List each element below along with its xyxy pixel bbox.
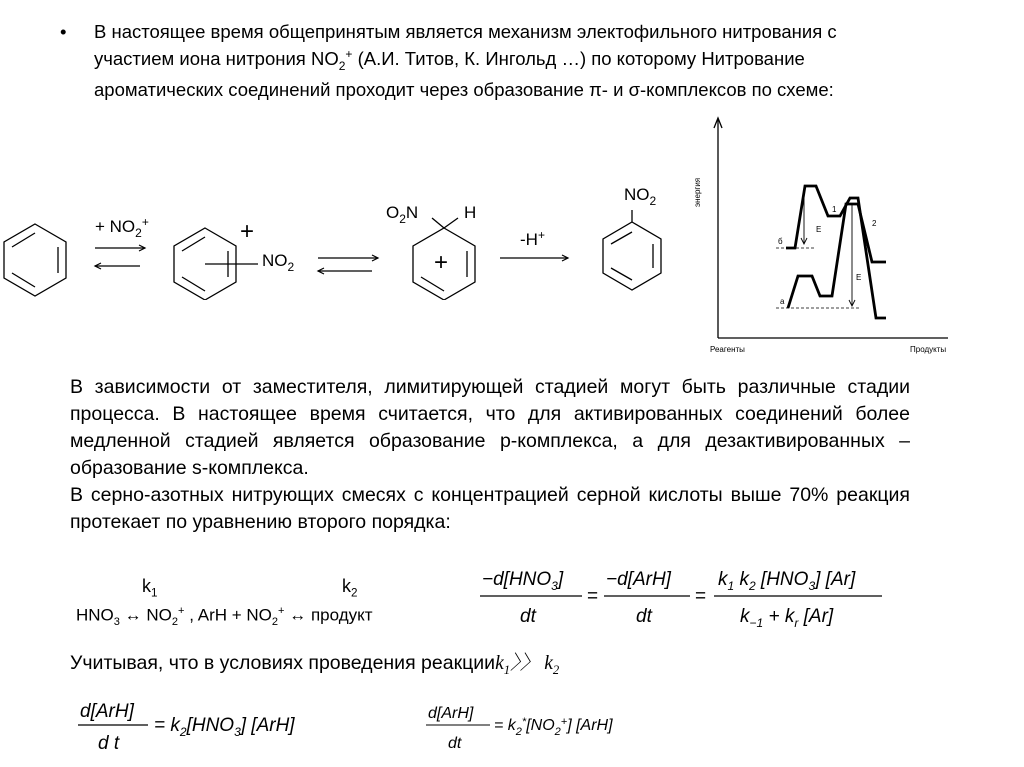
benzene-reactant: [4, 224, 66, 296]
label-e2: Е: [856, 273, 862, 282]
final-equation-1: [76, 695, 376, 761]
sigma-h-label: H: [464, 203, 477, 222]
intro-line-2a: участием иона нитрония NO: [94, 48, 339, 70]
intro-sub: 2: [338, 58, 346, 73]
label-2: 2: [872, 219, 877, 228]
intro-line-2b: (А.И. Титов, К. Ингольд …) по которому Нитрование: [352, 48, 805, 70]
product-no2-label: $NO_2$: [624, 185, 657, 208]
k2-label: $k_2$: [342, 576, 358, 600]
intro-sup: +: [345, 47, 353, 61]
final1-rhs: = $k_2[HNO_3]$ [ArH]: [154, 715, 295, 739]
rate-den-1: dt: [520, 606, 536, 627]
pi-plus-sign: +: [240, 218, 255, 245]
label-1: 1: [832, 205, 837, 214]
equals-2: =: [695, 586, 707, 607]
nitrobenzene-product: [603, 210, 661, 290]
final2-rhs: = $k_2^*[NO_2^+]$ [ArH]: [494, 716, 613, 738]
curve-a-label: а: [780, 297, 785, 306]
final-equation-2: [424, 700, 714, 760]
sigma-plus-sign: +: [434, 249, 449, 276]
intro-line-1: В настоящее время общепринятым является механизм электофильного нитрования с: [94, 21, 837, 42]
intro-text: [94, 20, 914, 101]
bullet-marker: •: [60, 21, 67, 42]
final1-numerator: d[ArH]: [80, 701, 134, 722]
energy-arrows: [801, 190, 855, 306]
reaction-scheme: [0, 170, 690, 300]
rate-den-2: dt: [636, 606, 652, 627]
minus-h-label: -H+: [520, 228, 545, 249]
reagent-label: + $NO_2^+$: [95, 215, 149, 240]
k1-label: $k_1$: [142, 576, 158, 600]
x-left-label: Реагенты: [710, 345, 745, 354]
rate-num-2: −d[ArH]: [606, 569, 671, 590]
sigma-o2n-label: $O_2N$: [386, 203, 419, 226]
pi-no2-label: $NO_2$: [262, 251, 295, 274]
rate-den-3: $k_{-1} + k_r$ [Ar]: [740, 606, 834, 630]
final2-numerator: d[ArH]: [428, 705, 474, 722]
deprotonation-arrow: [500, 255, 568, 261]
final2-denominator: dt: [448, 735, 462, 752]
rate-num-3: $k_1$ $k_2$ $[HNO_3]$ [Ar]: [718, 569, 856, 593]
label-e1: Е: [816, 225, 822, 234]
curve-b-label: б: [778, 237, 783, 246]
condition-text: Учитывая, что в условиях проведения реакции: [70, 652, 496, 674]
rate-equation: [478, 560, 898, 636]
reaction-equation: $HNO_3$ ↔ $NO_2^+$ , ArH + $NO_2^+$ ↔ продукт: [76, 605, 373, 629]
intro-line-2: [94, 43, 914, 78]
x-right-label: Продукты: [910, 345, 947, 354]
condition-math: $k_1$〉〉 $k_2$: [495, 653, 560, 677]
equilibrium-arrows-2: [318, 255, 378, 274]
level-lines: [776, 248, 860, 308]
equals-1: =: [587, 586, 599, 607]
equilibrium-arrows-1: [95, 245, 145, 269]
rate-num-1: $-d[HNO_3]$: [482, 569, 564, 593]
energy-diagram: [690, 112, 965, 362]
body-para-2: В серно-азотных нитрующих смесях с концентрацией серной кислоты выше 70% реакция протекает по уравнению второго порядка:: [70, 484, 910, 533]
body-text: [70, 374, 910, 536]
intro-line-3: ароматических соединений проходит через образование π- и σ-комплексов по схеме:: [94, 78, 834, 100]
y-axis-label: энергия: [693, 177, 702, 207]
graph-axes: [714, 118, 948, 338]
condition-line: [70, 647, 559, 678]
body-para-1: В зависимости от заместителя, лимитирующей стадией могут быть различные стадии процесса. В настоящее время считается, что для активированных соединений более медленной стадией является образование p-комплекса, а для дезактивированных – образование s-комплекса.: [70, 376, 910, 479]
final1-denominator: d t: [98, 733, 120, 754]
